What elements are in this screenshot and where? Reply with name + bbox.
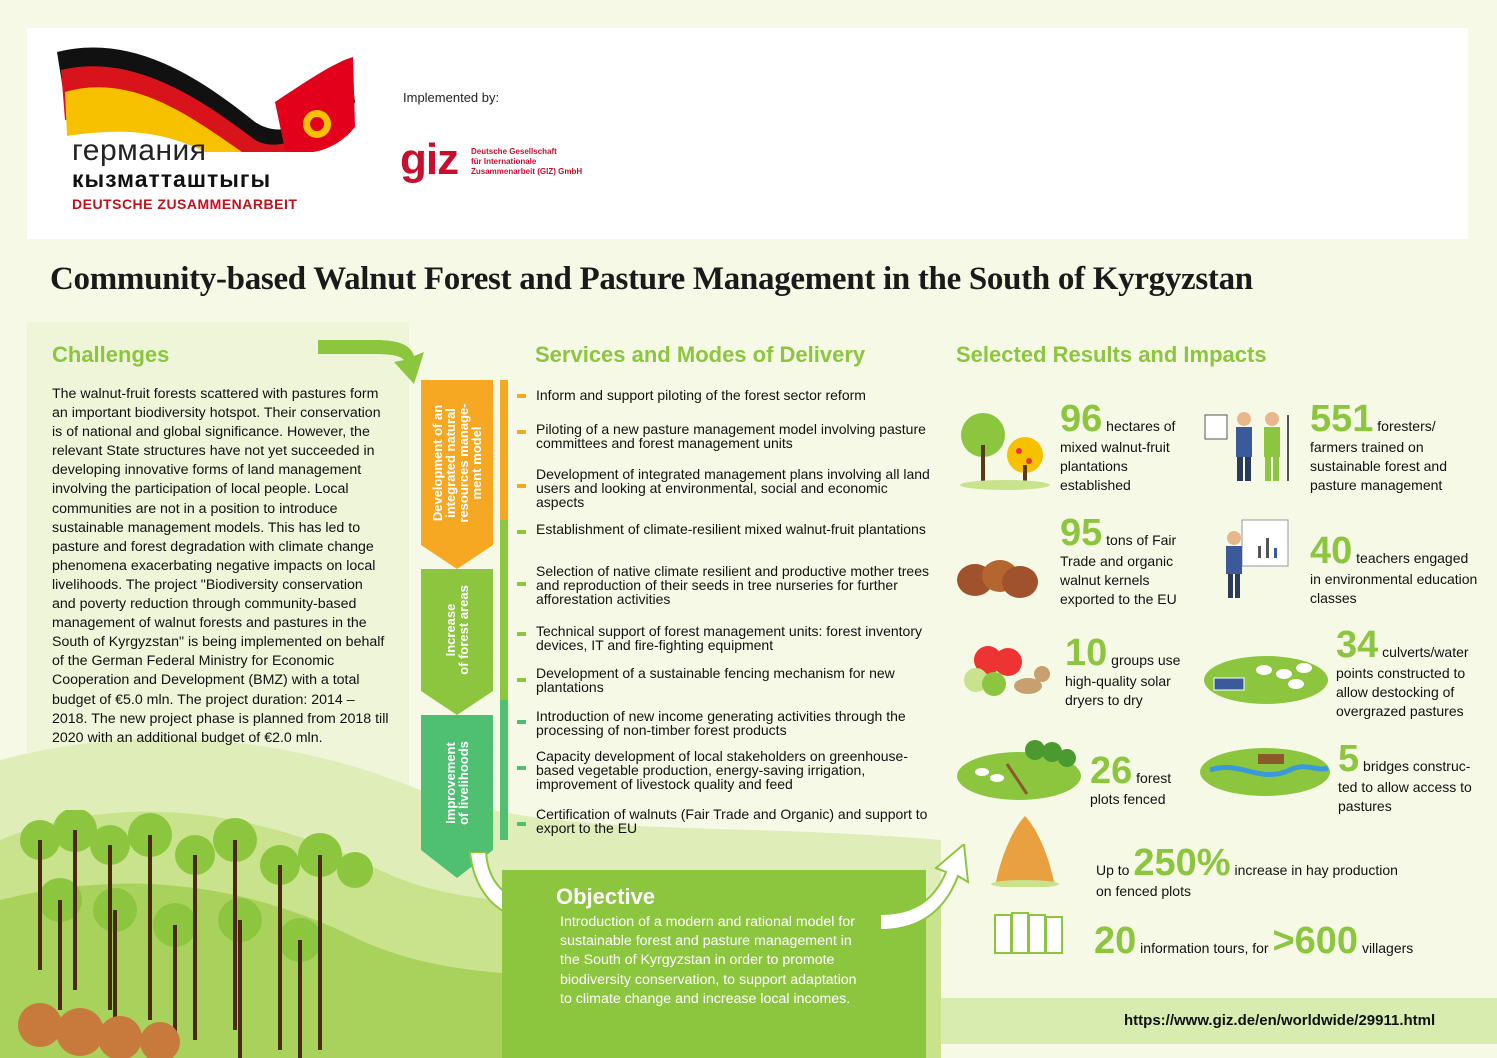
phase1-line2: integrated natural <box>443 407 458 518</box>
phase-label-livelihoods <box>444 741 470 825</box>
phase-bar-livelihoods <box>421 715 493 850</box>
brand-line3: DEUTSCHE ZUSAMMENARBEIT <box>72 196 298 212</box>
phase-bar-management-model <box>421 380 493 545</box>
objective-title: Objective <box>556 884 656 909</box>
brand-line2: кызматташтыгы <box>72 166 272 192</box>
connector-orange <box>500 380 508 520</box>
challenges-text: The walnut-fruit forests scattered with pastures form an important biodiversity hotspot. Their conservation is of national and global significance. However, the relevant State structures have not yet succeeded in developing innovative forms of land management involving the participation of local people. Local communities are not in a position to introduce sustainable management models. This has led to pasture and forest degradation with climate change phenomena exacerbating negative impacts on local livelihoods. The project "Biodiversity conservation and poverty reduction through community-based management of walnut forests and pastures in the South of Kyrgyzstan" is being implemented on behalf of the German Federal Ministry for Economic Cooperation and Development (BMZ) with a total budget of €5.0 mln. The project duration: 2014 – 2018. The new project phase is planned from 2018 till 2020 with an additional budget of €2.0 mln. <box>52 386 389 746</box>
result-foresters <box>1310 400 1470 495</box>
haystack-icon <box>990 812 1060 887</box>
service-item-1: Inform and support piloting of the forest sector reform <box>536 387 866 403</box>
result-teachers-unit: teachers engaged <box>1356 550 1469 566</box>
result-hay-prefix: Up to <box>1096 862 1130 878</box>
result-groups <box>1065 634 1195 710</box>
result-foresters-number: 551 <box>1310 398 1374 440</box>
result-teachers-number: 40 <box>1310 530 1353 572</box>
result-teachers-desc: in environmental education classes <box>1310 571 1478 606</box>
service-item-6: Technical support of forest management units: forest inventory devices, IT and fire-fighting equipment <box>536 623 922 653</box>
bullet-5 <box>517 582 526 586</box>
result-forest-plots-unit: forest <box>1136 770 1172 786</box>
result-culverts-number: 34 <box>1336 624 1379 666</box>
result-hectares-number: 96 <box>1060 398 1103 440</box>
giz-logo: giz <box>400 135 459 184</box>
tree-forest-illustration <box>0 810 380 1058</box>
giz-full-name <box>471 147 582 177</box>
services-title: Services and Modes of Delivery <box>535 342 866 367</box>
phase-arrow-down-icon <box>421 545 493 569</box>
service-item-10: Certification of walnuts (Fair Trade and Organic) and support to export to the EU <box>536 806 928 836</box>
result-foresters-desc: farmers trained on sustainable forest and pasture management <box>1310 439 1447 493</box>
bullet-4 <box>517 530 526 534</box>
result-tons-unit: tons of Fair <box>1106 532 1177 548</box>
result-tours <box>1094 922 1474 960</box>
bullet-9 <box>517 766 526 770</box>
implemented-by-label: Implemented by: <box>403 90 500 105</box>
farmers-icon <box>1202 405 1302 485</box>
teacher-icon <box>1220 518 1290 603</box>
bridge-river-icon <box>1200 740 1330 798</box>
bullet-1 <box>517 394 526 398</box>
result-culverts-unit: culverts/water <box>1382 644 1469 660</box>
result-teachers <box>1310 532 1480 608</box>
service-item-5: Selection of native climate resilient and productive mother trees and reproduction of their seeds in tree nurseries for further afforestation activities <box>536 563 929 607</box>
service-item-7: Development of a sustainable fencing mechanism for new plantations <box>536 665 895 695</box>
phase-label-forest <box>444 585 470 675</box>
result-tons-desc: Trade and organic walnut kernels exported to the EU <box>1060 553 1177 607</box>
service-item-9: Capacity development of local stakeholders on greenhouse-based vegetable production, energy-saving irrigation, improvement of livestock quality and feed <box>536 748 909 792</box>
phase1-line3: resources manage- <box>456 402 471 523</box>
result-culverts-desc: points constructed to allow destocking of overgrazed pastures <box>1336 665 1466 719</box>
result-bridges <box>1338 740 1488 816</box>
phase3-line2: of livelihoods <box>456 740 471 825</box>
bullet-3 <box>517 484 526 488</box>
result-tours-number: 20 <box>1094 920 1137 962</box>
result-hectares-unit: hectares of <box>1106 418 1176 434</box>
information-leaflets-icon <box>990 910 1070 960</box>
result-bridges-desc: ted to allow access to pastures <box>1338 779 1472 814</box>
fenced-forest-icon <box>957 738 1082 802</box>
giz-name-line3: Zusammenarbeit (GIZ) GmbH <box>471 167 583 176</box>
bullet-2 <box>517 430 526 434</box>
service-item-3: Development of integrated management plans involving all land users and looking at environmental, social and economic aspects <box>536 466 930 510</box>
phase-arrow-down-icon-2 <box>421 691 493 715</box>
challenges-title: Challenges <box>52 342 170 367</box>
bullet-8 <box>517 720 526 724</box>
result-groups-desc: high-quality solar dryers to dry <box>1065 673 1171 708</box>
result-groups-unit: groups use <box>1111 652 1181 668</box>
giz-name-line1: Deutsche Gesellschaft <box>471 147 557 156</box>
result-foresters-unit: foresters/ <box>1377 418 1436 434</box>
results-title: Selected Results and Impacts <box>956 342 1267 367</box>
result-hectares-desc: mixed walnut-fruit plantations established <box>1060 439 1170 493</box>
bullet-10 <box>517 822 526 826</box>
walnut-kernels-icon <box>955 552 1040 602</box>
fruits-vegetables-icon <box>958 640 1058 700</box>
result-hay-number: 250% <box>1133 842 1231 884</box>
website-link[interactable]: https://www.giz.de/en/worldwide/29911.html <box>1124 1012 1436 1029</box>
result-tons-number: 95 <box>1060 512 1103 554</box>
service-item-8: Introduction of new income generating activities through the processing of non-timber forest products <box>536 708 906 738</box>
phase-label-management <box>431 403 483 522</box>
phase1-line4: ment model <box>469 426 484 499</box>
fruit-tree-icon <box>955 405 1055 490</box>
connector-darkgreen <box>500 700 508 840</box>
bullet-7 <box>517 678 526 682</box>
result-hay <box>1096 844 1456 901</box>
result-forest-plots <box>1090 752 1190 809</box>
phase2-line1: Increase <box>443 603 458 657</box>
sheep-pasture-icon <box>1204 650 1329 705</box>
arrow-up-right-icon <box>880 844 970 934</box>
result-tons <box>1060 514 1200 609</box>
arrow-right-icon <box>316 336 436 388</box>
bullet-6 <box>517 632 526 636</box>
service-item-2: Piloting of a new pasture management model involving pasture committees and forest management units <box>536 421 926 451</box>
result-culverts <box>1336 626 1486 721</box>
result-bridges-number: 5 <box>1338 738 1360 780</box>
phase2-line2: of forest areas <box>456 585 471 675</box>
service-item-4: Establishment of climate-resilient mixed walnut-fruit plantations <box>536 521 926 537</box>
result-hectares <box>1060 400 1200 495</box>
result-groups-number: 10 <box>1065 632 1108 674</box>
giz-name-line2: für Internationale <box>471 157 537 166</box>
connector-green <box>500 520 508 700</box>
result-hay-unit: increase in hay production <box>1234 862 1398 878</box>
result-hay-desc: on fenced plots <box>1096 883 1191 899</box>
brand-line1: германия <box>72 134 207 167</box>
page-title: Community-based Walnut Forest and Pasture Management in the South of Kyrgyzstan <box>50 261 1253 297</box>
result-forest-plots-desc: plots fenced <box>1090 791 1166 807</box>
result-villagers-text: villagers <box>1361 940 1414 956</box>
result-forest-plots-number: 26 <box>1090 750 1133 792</box>
phase1-line1: Development of an <box>430 404 445 521</box>
result-villagers-number: >600 <box>1272 920 1359 962</box>
phase-bar-forest-areas <box>421 569 493 691</box>
result-bridges-unit: bridges construc- <box>1363 758 1471 774</box>
phase3-line1: Improvement <box>443 741 458 824</box>
result-tours-text: information tours, for <box>1140 940 1269 956</box>
objective-text: Introduction of a modern and rational model for sustainable forest and pasture management in the South of Kyrgyzstan in order to promote biodiversity conservation, to support adaptation to climate change and increase local incomes. <box>560 914 857 1007</box>
